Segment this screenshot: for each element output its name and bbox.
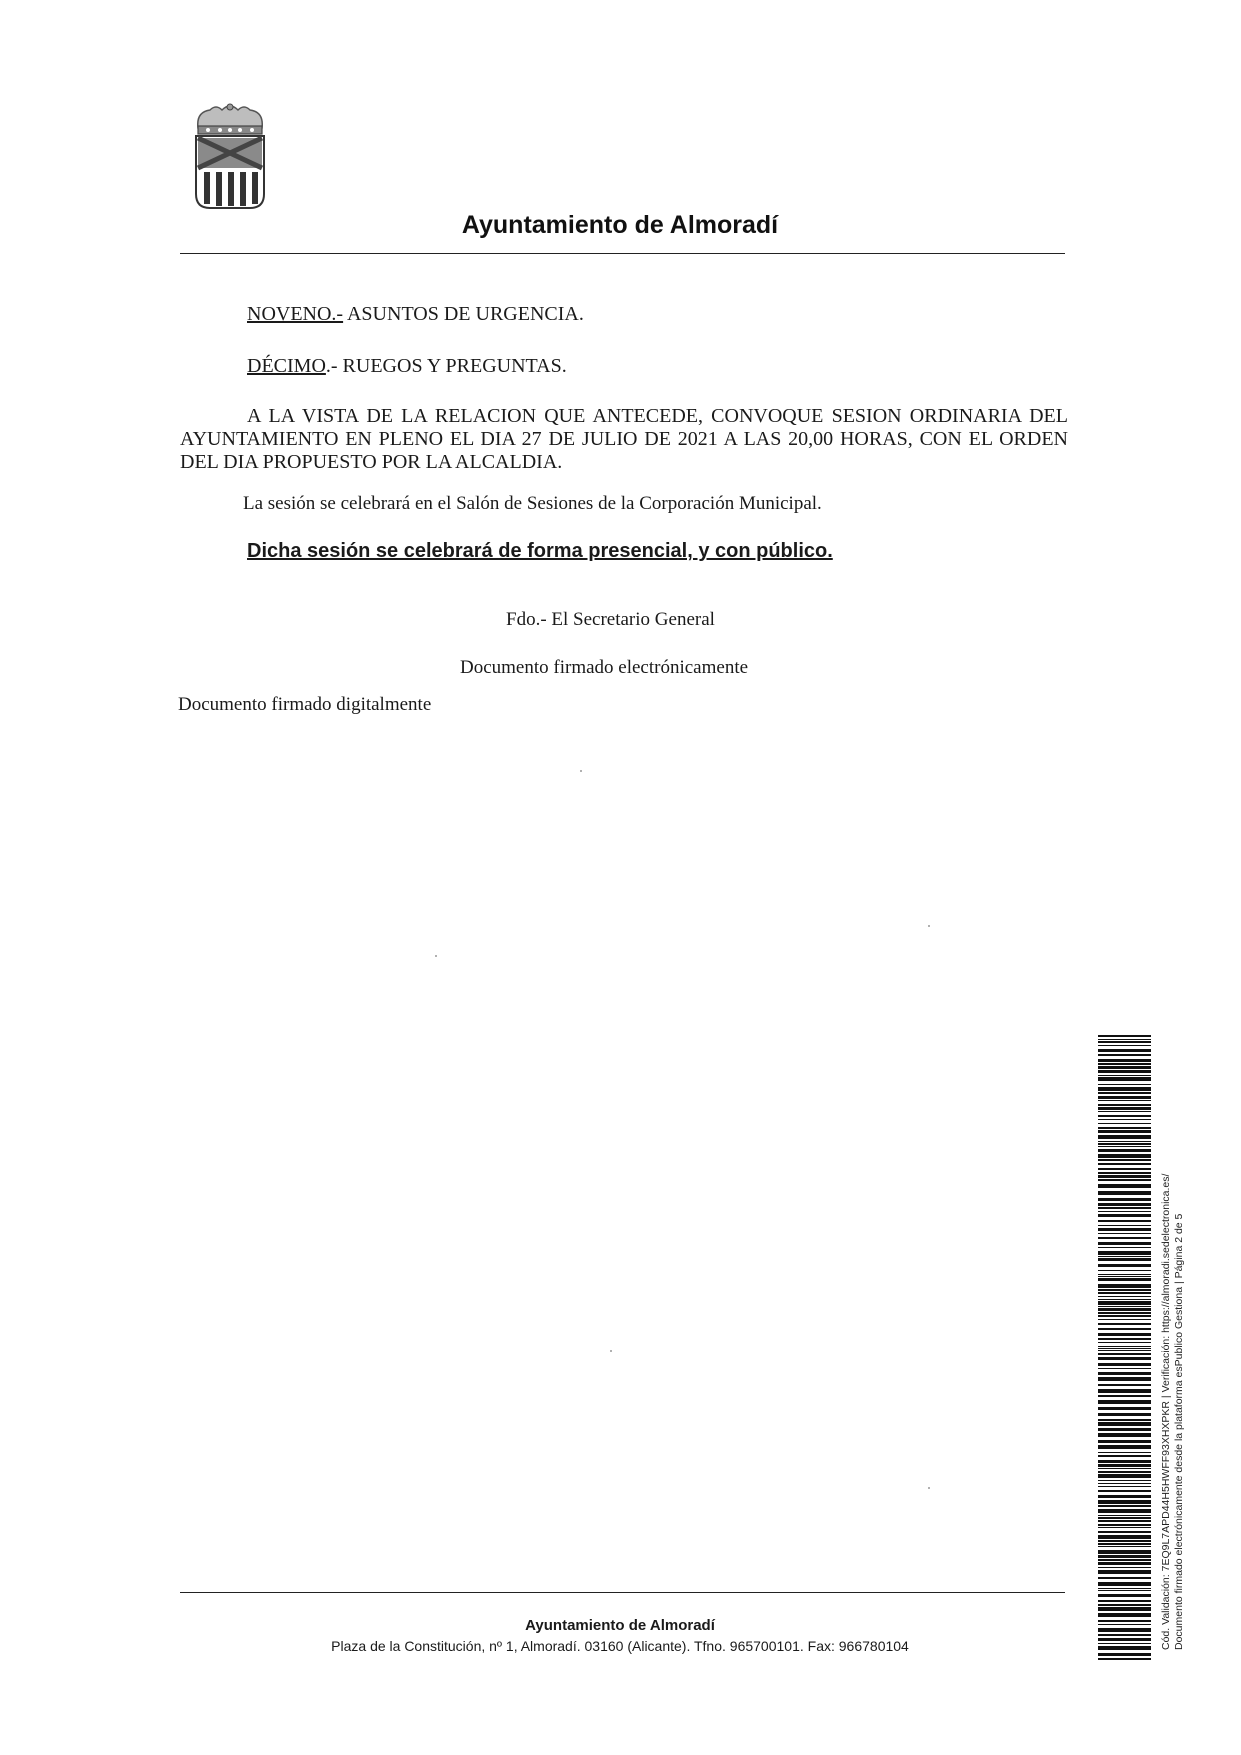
signed-digitally-note: Documento firmado digitalmente (178, 694, 432, 715)
platform-line: Documento firmado electrónicamente desde la plataforma esPublico Gestiona | Página 2 de 5 (1173, 1213, 1185, 1650)
footer-divider (180, 1592, 1065, 1593)
validation-sidebar (1160, 1025, 1190, 1650)
item-decimo-label: DÉCIMO (247, 355, 326, 377)
validation-barcode-icon (1098, 1035, 1151, 1660)
item-noveno-label: NOVENO.- (247, 303, 344, 325)
header-divider (180, 253, 1065, 254)
coat-of-arms-icon (192, 102, 268, 210)
convocatoria-text: A LA VISTA DE LA RELACION QUE ANTECEDE, CONVOQUE SESION ORDINARIA DEL AYUNTAMIENTO EN PLENO EL DIA 27 DE JULIO DE 2021 A LAS 20,00 HORAS, CON EL ORDEN DEL DIA PROPUESTO POR LA ALCALDIA. (180, 405, 1068, 473)
convocatoria-paragraph (180, 405, 1068, 474)
signature-secretario: Fdo.- El Secretario General (506, 609, 715, 630)
header-title: Ayuntamiento de Almoradí (461, 211, 779, 239)
footer-address: Plaza de la Constitución, nº 1, Almoradí. 03160 (Alicante). Tfno. 965700101. Fax: 966780104 (331, 1638, 909, 1654)
signed-electronically-note: Documento firmado electrónicamente (460, 657, 749, 678)
item-decimo-text: .- RUEGOS Y PREGUNTAS. (325, 355, 567, 377)
item-noveno (247, 303, 584, 326)
salon-paragraph: La sesión se celebrará en el Salón de Sesiones de la Corporación Municipal. (243, 493, 822, 514)
validation-code-line: Cód. Validación: 7EQ9L7APD44H5HWFF93XHXPKR | Verificación: https://almoradi.sedelectronica.es/ (1160, 1173, 1172, 1650)
footer-title: Ayuntamiento de Almoradí (525, 1617, 715, 1634)
presencial-notice: Dicha sesión se celebrará de forma presencial, y con público. (247, 540, 833, 562)
item-noveno-text: ASUNTOS DE URGENCIA. (343, 303, 584, 325)
item-decimo (247, 355, 567, 378)
